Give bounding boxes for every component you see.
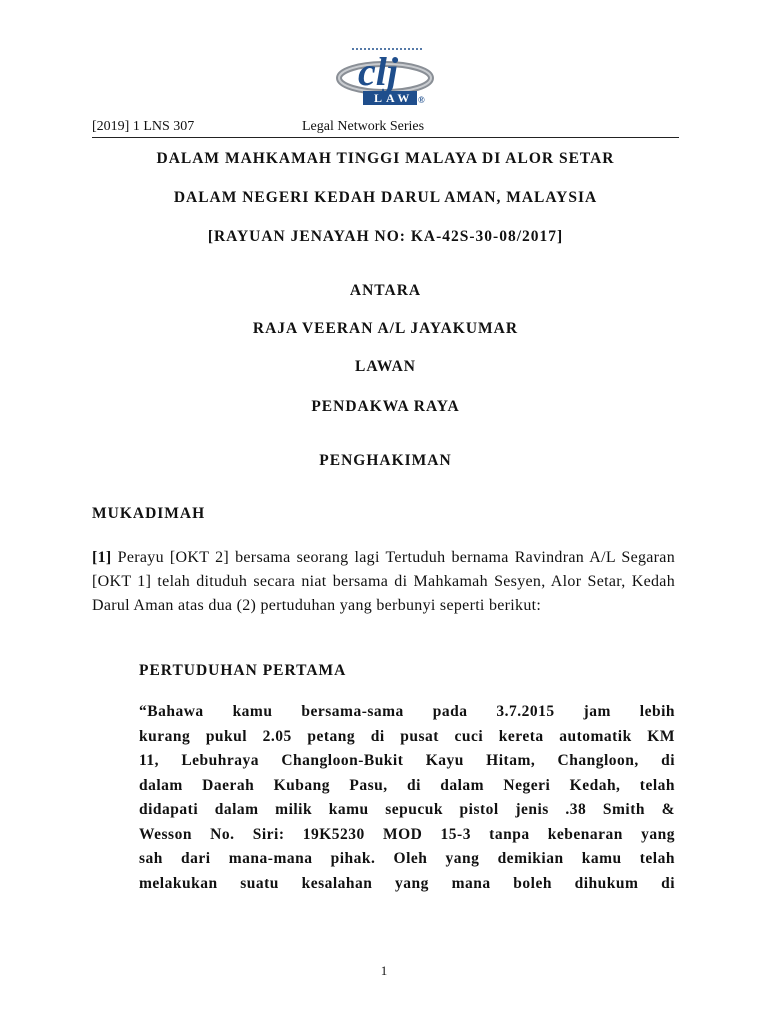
quote-line: didapati dalam milik kamu sepucuk pistol jenis .38 Smith & [139,801,675,818]
versus-label: LAWAN [355,358,416,375]
charge-quote [139,700,675,896]
quote-line: sah dari mana-mana pihak. Oleh yang demikian kamu telah [139,850,675,867]
page-number: 1 [380,963,388,978]
case-number: [RAYUAN JENAYAH NO: KA-42S-30-08/2017] [207,228,564,245]
clj-law-logo [330,44,440,110]
quote-line: Wesson No. Siri: 19K5230 MOD 15-3 tanpa kebenaran yang [139,825,675,843]
quote-line: 11, Lebuhraya Changloon-Bukit Kayu Hitam, Changloon, di [139,752,675,769]
registered-mark: ® [418,95,425,105]
quote-line: dalam Daerah Kubang Pasu, di dalam Negeri Kedah, telah [139,776,675,794]
court-title: DALAM MAHKAMAH TINGGI MALAYA DI ALOR SETAR [156,150,615,167]
series-name: Legal Network Series [302,119,425,134]
quote-line: “Bahawa kamu bersama-sama pada 3.7.2015 jam lebih [139,703,675,720]
paragraph-number: [1] [92,549,112,566]
paragraph-text: Perayu [OKT 2] bersama seorang lagi Tertuduh bernama Ravindran A/L Segaran [OKT 1] telah dituduh secara niat bersama di Mahkamah Sesyen, Alor Setar, Kedah Darul Aman atas dua (2) pertuduhan yang berbunyi seperti berikut: [92,549,675,614]
judgment-heading: PENGHAKIMAN [319,452,452,469]
quote-line: kurang pukul 2.05 petang di pusat cuci kereta automatik KM [139,727,675,745]
case-citation: [2019] 1 LNS 307 [92,119,195,134]
section-heading: MUKADIMAH [92,505,206,522]
charge-heading: PERTUDUHAN PERTAMA [139,662,347,679]
appellant-name: RAJA VEERAN A/L JAYAKUMAR [252,320,519,337]
quote-line: melakukan suatu kesalahan yang mana boleh dihukum di [139,874,675,892]
state-title: DALAM NEGERI KEDAH DARUL AMAN, MALAYSIA [173,189,598,206]
respondent-name: PENDAKWA RAYA [311,398,460,415]
running-header [92,119,679,135]
logo-wordmark: clj [358,49,398,94]
paragraph-1 [92,546,675,618]
logo-law-text: LAW [374,91,414,105]
header-rule [92,137,679,138]
between-label: ANTARA [349,282,422,299]
